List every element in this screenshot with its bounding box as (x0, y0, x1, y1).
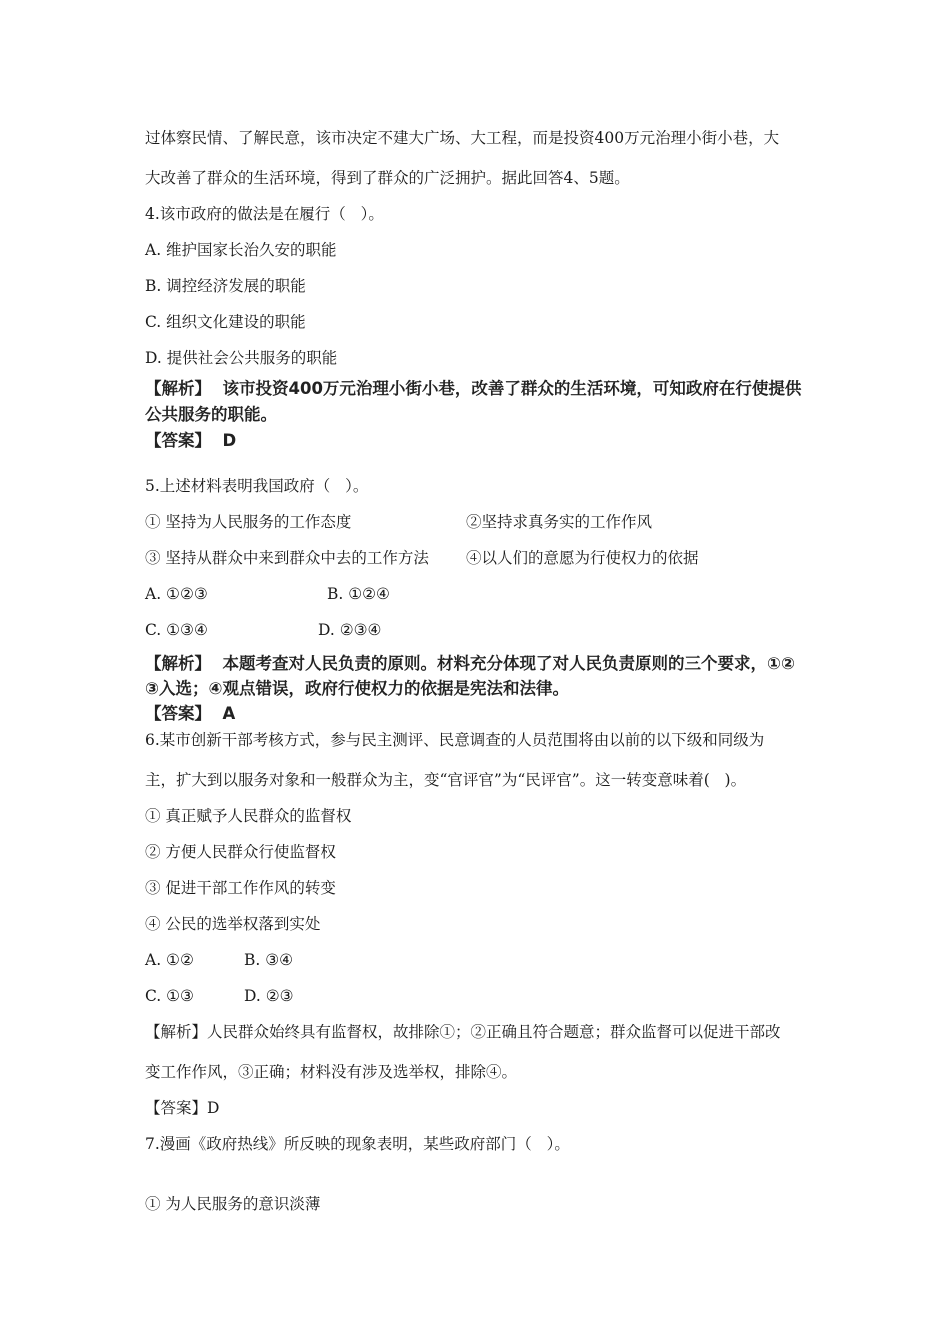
q4-analysis-line-1: 【解析】 该市投资400万元治理小街小巷，改善了群众的生活环境，可知政府在行使提供 (145, 379, 802, 398)
question-5: 5.上述材料表明我国政府（ ）。 (145, 477, 369, 495)
q4-analysis-line-2: 公共服务的职能。 (145, 405, 277, 424)
question-4: 4.该市政府的做法是在履行（ ）。 (145, 205, 384, 223)
q5-statement-1: ① 坚持为人民服务的工作态度 (145, 513, 352, 531)
q6-option-a: A. ①② (145, 951, 194, 969)
q7-statement-1: ① 为人民服务的意识淡薄 (145, 1195, 321, 1213)
q6-statement-4: ④ 公民的选举权落到实处 (145, 915, 321, 933)
q5-analysis-line-2: ③入选；④观点错误，政府行使权力的依据是宪法和法律。 (145, 679, 569, 698)
q4-option-a: A. 维护国家长治久安的职能 (145, 241, 337, 259)
q4-answer: 【答案】 D (145, 431, 237, 450)
q6-answer: 【答案】D (145, 1099, 220, 1117)
q5-option-c: C. ①③④ (145, 621, 208, 639)
intro-line-1: 过体察民情、了解民意，该市决定不建大广场、大工程，而是投资400万元治理小街小巷，大 (145, 129, 780, 147)
question-6-line-2: 主，扩大到以服务对象和一般群众为主，变“官评官”为“民评官”。这一转变意味着( )。 (145, 771, 747, 789)
q4-option-c: C. 组织文化建设的职能 (145, 313, 306, 331)
q5-analysis-line-1: 【解析】 本题考查对人民负责的原则。材料充分体现了对人民负责原则的三个要求，①② (145, 654, 795, 673)
question-7: 7.漫画《政府热线》所反映的现象表明，某些政府部门（ ）。 (145, 1135, 570, 1153)
q6-analysis-line-2: 变工作作风，③正确；材料没有涉及选举权，排除④。 (145, 1063, 518, 1081)
q5-answer: 【答案】 A (145, 704, 236, 723)
q5-statement-2: ②坚持求真务实的工作作风 (466, 513, 653, 531)
q5-option-d: D. ②③④ (318, 621, 382, 639)
q6-option-b: B. ③④ (244, 951, 294, 969)
intro-line-2: 大改善了群众的生活环境，得到了群众的广泛拥护。据此回答4、5题。 (145, 169, 630, 187)
q5-option-a: A. ①②③ (145, 585, 208, 603)
q6-statement-3: ③ 促进干部工作作风的转变 (145, 879, 336, 897)
question-6-line-1: 6.某市创新干部考核方式，参与民主测评、民意调查的人员范围将由以前的以下级和同级为 (145, 731, 765, 749)
q6-statement-1: ① 真正赋予人民群众的监督权 (145, 807, 352, 825)
q5-option-b: B. ①②④ (327, 585, 390, 603)
q4-option-b: B. 调控经济发展的职能 (145, 277, 306, 295)
q5-statement-4: ④以人们的意愿为行使权力的依据 (466, 549, 699, 567)
q6-analysis-line-1: 【解析】人民群众始终具有监督权，故排除①；②正确且符合题意；群众监督可以促进干部改 (145, 1023, 781, 1041)
q6-option-c: C. ①③ (145, 987, 194, 1005)
q6-option-d: D. ②③ (244, 987, 294, 1005)
q4-option-d: D. 提供社会公共服务的职能 (145, 349, 338, 367)
q6-statement-2: ② 方便人民群众行使监督权 (145, 843, 336, 861)
q5-statement-3: ③ 坚持从群众中来到群众中去的工作方法 (145, 549, 429, 567)
